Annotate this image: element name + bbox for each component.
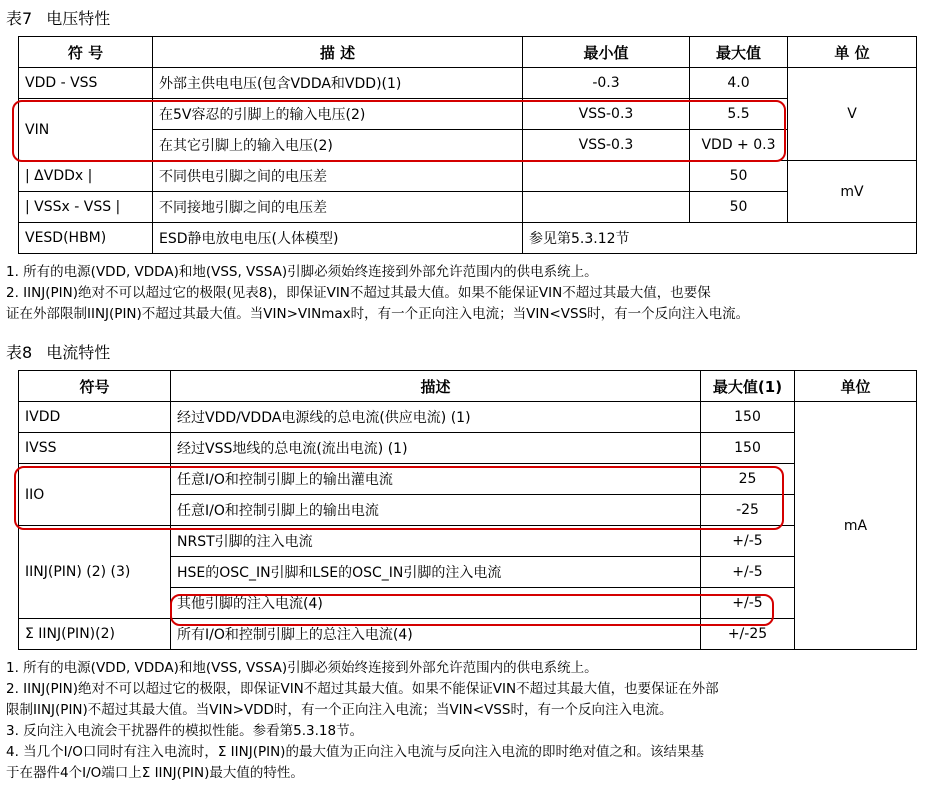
column-header: 最小值 xyxy=(523,37,690,68)
table-header-row xyxy=(19,37,917,68)
note-line: 证在外部限制IINJ(PIN)不超过其最大值。当VIN>VINmax时，有一个正向注入电流；当VIN<VSS时，有一个反向注入电流。 xyxy=(6,306,750,322)
description-cell: 不同供电引脚之间的电压差 xyxy=(153,161,523,192)
unit-cell: mA xyxy=(795,402,917,650)
max-cell: 150 xyxy=(701,402,795,433)
description-cell: 其他引脚的注入电流(4) xyxy=(171,588,701,619)
max-cell: 50 xyxy=(690,161,788,192)
note-line: 4. 当几个I/O口同时有注入电流时，Σ IINJ(PIN)的最大值为正向注入电流与反向注入电流的即时绝对值之和。该结果基 xyxy=(6,744,704,760)
max-cell: +/-5 xyxy=(701,557,795,588)
symbol-cell: Σ IINJ(PIN)(2) xyxy=(19,619,171,650)
description-cell: 任意I/O和控制引脚上的输出灌电流 xyxy=(171,464,701,495)
symbol-cell: VIN xyxy=(19,99,153,161)
note-line: 1. 所有的电源(VDD, VDDA)和地(VSS, VSSA)引脚必须始终连接到外部允许范围内的供电系统上。 xyxy=(6,660,598,676)
note-line: 于在器件4个I/O端口上Σ IINJ(PIN)最大值的特性。 xyxy=(6,765,304,781)
max-cell: 25 xyxy=(701,464,795,495)
max-cell: 50 xyxy=(690,192,788,223)
note-line: 1. 所有的电源(VDD, VDDA)和地(VSS, VSSA)引脚必须始终连接到外部允许范围内的供电系统上。 xyxy=(6,264,598,280)
table8-notes xyxy=(6,658,719,784)
table-row xyxy=(19,223,917,254)
reference-cell: 参见第5.3.12节 xyxy=(523,223,917,254)
symbol-cell: VDD - VSS xyxy=(19,68,153,99)
highlight-box-iio xyxy=(14,466,784,530)
column-header: 符 号 xyxy=(19,37,153,68)
highlight-box-other-pins xyxy=(170,594,774,626)
note-line: 3. 反向注入电流会干扰器件的模拟性能。参看第5.3.18节。 xyxy=(6,723,364,739)
column-header: 单位 xyxy=(795,371,917,402)
max-cell: +/-25 xyxy=(701,619,795,650)
min-cell: VSS-0.3 xyxy=(523,99,690,130)
max-cell: 150 xyxy=(701,433,795,464)
table7-number: 表7 xyxy=(6,9,33,28)
note-line: 2. IINJ(PIN)绝对不可以超过它的极限，即保证VIN不超过其最大值。如果不能保证VIN不超过其最大值，也要保证在外部 xyxy=(6,681,719,697)
symbol-cell: | ΔVDDx | xyxy=(19,161,153,192)
symbol-cell: IINJ(PIN) (2) (3) xyxy=(19,526,171,619)
column-header: 最大值(1) xyxy=(701,371,795,402)
symbol-cell: | VSSx - VSS | xyxy=(19,192,153,223)
column-header: 最大值 xyxy=(690,37,788,68)
unit-cell: mV xyxy=(788,161,917,223)
table8-number: 表8 xyxy=(6,343,33,362)
table-header-row xyxy=(19,371,917,402)
column-header: 单 位 xyxy=(788,37,917,68)
min-cell xyxy=(523,161,690,192)
description-cell: 在5V容忍的引脚上的输入电压(2) xyxy=(153,99,523,130)
table-row xyxy=(19,68,917,99)
symbol-cell: IIO xyxy=(19,464,171,526)
max-cell: 5.5 xyxy=(690,99,788,130)
table-row xyxy=(19,402,917,433)
description-cell: 外部主供电电压(包含VDDA和VDD)(1) xyxy=(153,68,523,99)
description-cell: 不同接地引脚之间的电压差 xyxy=(153,192,523,223)
table7-caption: 电压特性 xyxy=(46,9,111,28)
min-cell: VSS-0.3 xyxy=(523,130,690,161)
column-header: 描 述 xyxy=(153,37,523,68)
max-cell: 4.0 xyxy=(690,68,788,99)
max-cell: +/-5 xyxy=(701,526,795,557)
table8-caption: 电流特性 xyxy=(46,343,111,362)
column-header: 描述 xyxy=(171,371,701,402)
note-line: 限制IINJ(PIN)不超过其最大值。当VIN>VDD时，有一个正向注入电流；当VIN<VSS时，有一个反向注入电流。 xyxy=(6,702,673,718)
table-row xyxy=(19,161,917,192)
table-row xyxy=(19,526,917,557)
symbol-cell: IVDD xyxy=(19,402,171,433)
max-cell: -25 xyxy=(701,495,795,526)
description-cell: NRST引脚的注入电流 xyxy=(171,526,701,557)
description-cell: 在其它引脚上的输入电压(2) xyxy=(153,130,523,161)
table7-title xyxy=(6,6,110,29)
table7-notes xyxy=(6,262,749,325)
description-cell: 所有I/O和控制引脚上的总注入电流(4) xyxy=(171,619,701,650)
table-row xyxy=(19,192,917,223)
table8-title xyxy=(6,340,110,363)
unit-cell: V xyxy=(788,68,917,161)
min-cell: -0.3 xyxy=(523,68,690,99)
description-cell: 任意I/O和控制引脚上的输出电流 xyxy=(171,495,701,526)
symbol-cell: VESD(HBM) xyxy=(19,223,153,254)
description-cell: 经过VSS地线的总电流(流出电流) (1) xyxy=(171,433,701,464)
highlight-box-vin xyxy=(12,100,786,162)
min-cell xyxy=(523,192,690,223)
description-cell: ESD静电放电电压(人体模型) xyxy=(153,223,523,254)
max-cell: +/-5 xyxy=(701,588,795,619)
column-header: 符号 xyxy=(19,371,171,402)
note-line: 2. IINJ(PIN)绝对不可以超过它的极限(见表8)，即保证VIN不超过其最大值。如果不能保证VIN不超过其最大值，也要保 xyxy=(6,285,711,301)
description-cell: 经过VDD/VDDA电源线的总电流(供应电流) (1) xyxy=(171,402,701,433)
symbol-cell: IVSS xyxy=(19,433,171,464)
max-cell: VDD + 0.3 xyxy=(690,130,788,161)
description-cell: HSE的OSC_IN引脚和LSE的OSC_IN引脚的注入电流 xyxy=(171,557,701,588)
table-row xyxy=(19,433,917,464)
